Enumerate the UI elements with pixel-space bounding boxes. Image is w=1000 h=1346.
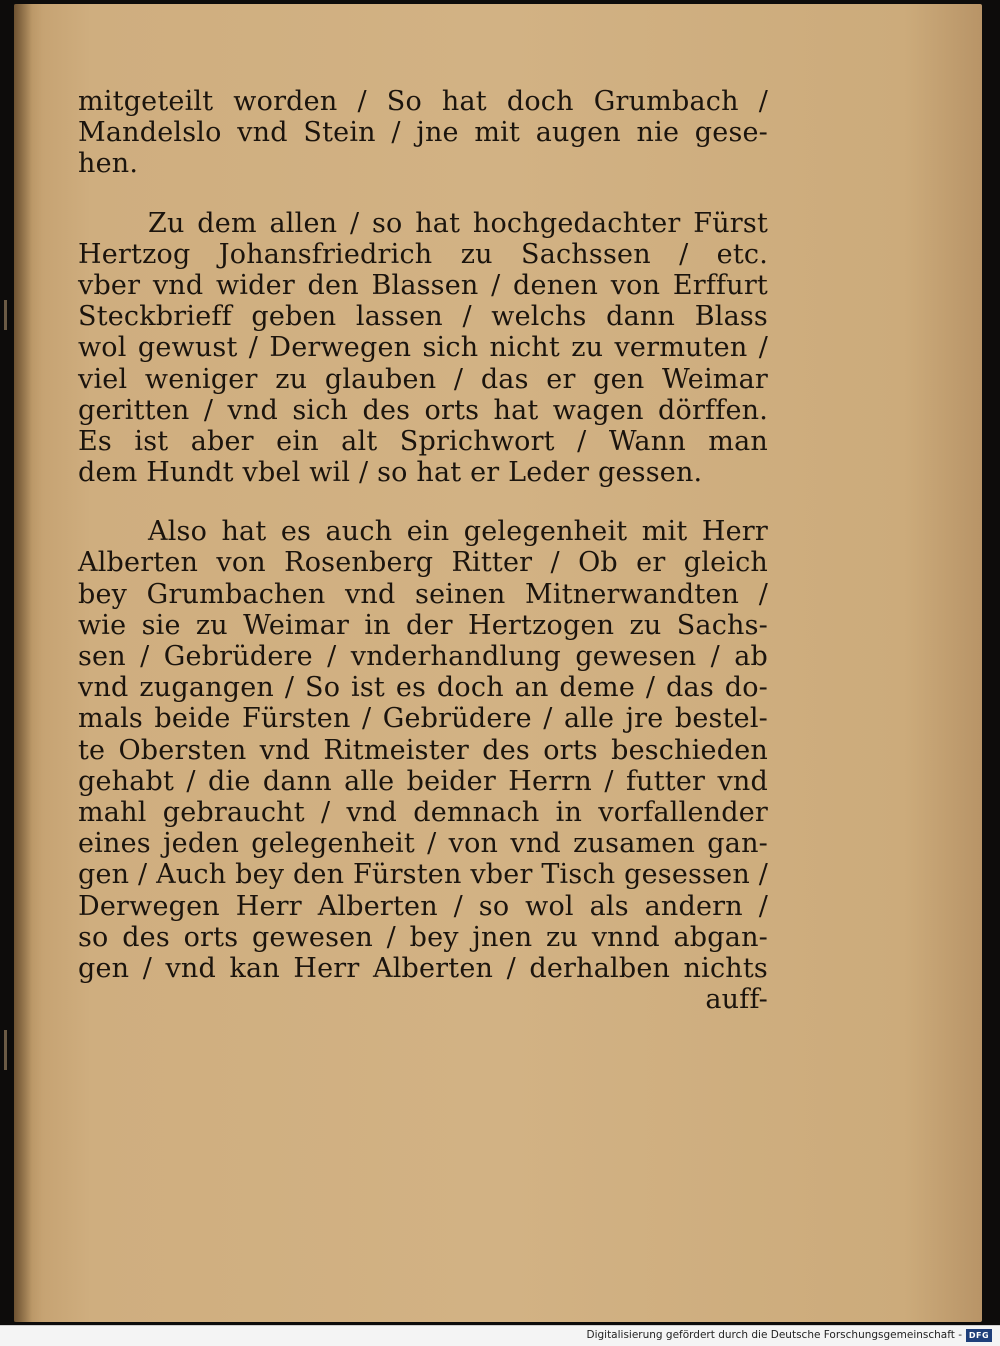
text-line: geritten / vnd sich des orts hat wagen dörffen. — [78, 394, 768, 426]
text-line: Hertzog Johansfriedrich zu Sachssen / etc. — [78, 238, 768, 270]
binding-thread-mark — [4, 1030, 7, 1070]
text-line: Mandelslo vnd Stein / jne mit augen nie gese- — [78, 117, 768, 149]
text-line: mals beide Fürsten / Gebrüdere / alle jre bestel- — [78, 703, 768, 735]
text-line: bey Grumbachen vnd seinen Mitnerwandten / — [78, 578, 768, 610]
binding-thread-mark — [4, 300, 7, 330]
text-line: te Obersten vnd Ritmeister des orts beschieden — [78, 734, 768, 766]
text-line: mahl gebraucht / vnd demnach in vorfallender — [78, 796, 768, 828]
text-line: hen. — [78, 148, 139, 180]
text-line: Es ist aber ein alt Sprichwort / Wann man — [78, 425, 768, 457]
dfg-logo[interactable]: DFG — [966, 1329, 992, 1342]
text-line: gehabt / die dann alle beider Herrn / futter vnd — [78, 765, 768, 797]
text-line: vber vnd wider den Blassen / denen von Erffurt — [78, 269, 768, 301]
text-line: viel weniger zu glauben / das er gen Weimar — [78, 363, 768, 395]
catchword: auff- — [705, 984, 768, 1016]
text-line: so des orts gewesen / bey jnen zu vnnd abgan- — [78, 921, 768, 953]
text-line: vnd zugangen / So ist es doch an deme / das do- — [78, 672, 768, 704]
text-line: Zu dem allen / so hat hochgedachter Fürst — [148, 207, 768, 239]
text-line: sen / Gebrüdere / vnderhandlung gewesen / ab — [78, 641, 768, 672]
text-line: dem Hundt vbel wil / so hat er Leder gessen. — [78, 457, 703, 489]
text-line: mitgeteilt worden / So hat doch Grumbach / — [78, 86, 768, 117]
digitization-footer — [0, 1325, 1000, 1346]
text-line: Derwegen Herr Alberten / so wol als andern / — [78, 890, 768, 922]
text-line: wie sie zu Weimar in der Hertzogen zu Sachs- — [78, 609, 768, 641]
text-line: gen / vnd kan Herr Alberten / derhalben nichts — [78, 952, 768, 984]
page-text — [78, 86, 768, 1015]
page-gutter-shadow — [14, 4, 32, 1322]
text-line: eines jeden gelegenheit / von vnd zusamen gan- — [78, 828, 768, 860]
text-line: Steckbrieff geben lassen / welchs dann Blass — [78, 301, 768, 333]
footer-credit: Digitalisierung gefördert durch die Deutsche Forschungsgemeinschaft - — [586, 1329, 962, 1341]
text-line: Alberten von Rosenberg Ritter / Ob er gleich — [78, 547, 768, 579]
text-line: gen / Auch bey den Fürsten vber Tisch gesessen / — [78, 859, 768, 891]
text-line: Also hat es auch ein gelegenheit mit Herr — [148, 516, 768, 548]
text-line: wol gewust / Derwegen sich nicht zu vermuten / — [78, 332, 768, 364]
